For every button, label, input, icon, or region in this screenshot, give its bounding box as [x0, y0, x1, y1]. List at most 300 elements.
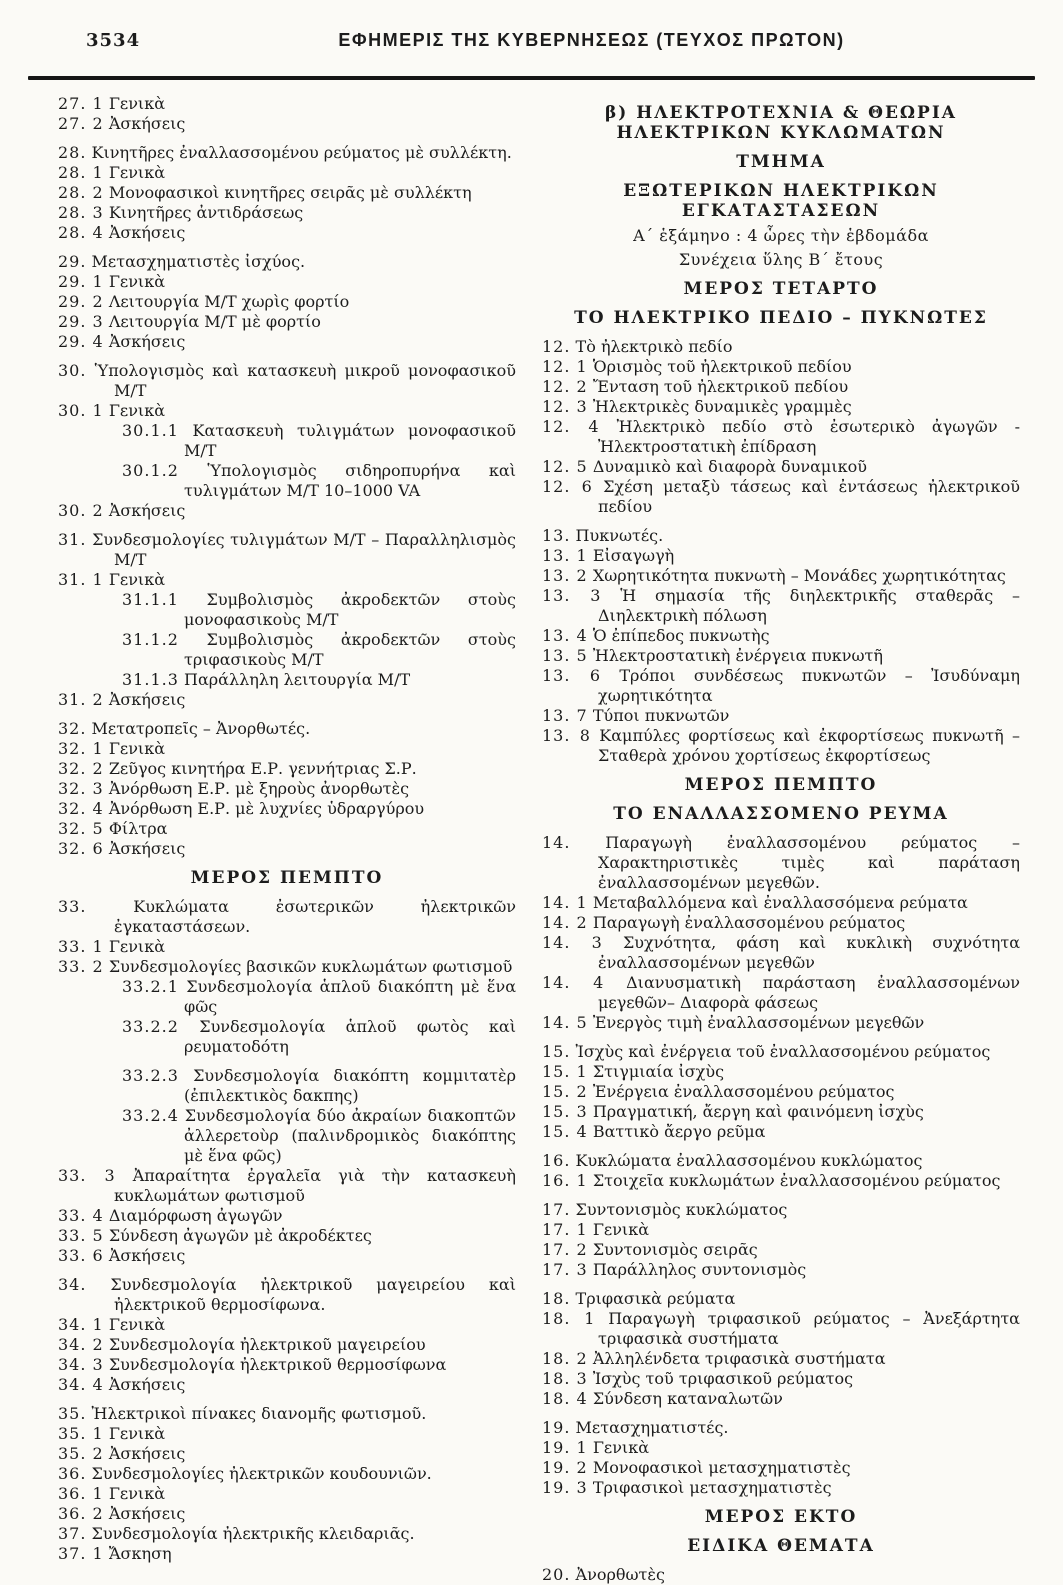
- toc-entry: [122, 977, 516, 1017]
- entry-number: 13. 1: [542, 546, 588, 565]
- toc-entry: [58, 530, 516, 570]
- entry-text: Γενικὰ: [108, 1484, 166, 1503]
- entry-text: Παραγωγὴ τριφασικοῦ ρεύματος – Ἀνεξάρτητα τριφασικὰ συστήματα: [598, 1309, 1020, 1348]
- entry-text: Γενικὰ: [108, 163, 166, 182]
- entry-text: Φίλτρα: [108, 819, 168, 838]
- entry-text: Ἀνόρθωση Ε.Ρ. μὲ ξηροὺς ἀνορθωτὲς: [108, 779, 410, 798]
- entry-text: Μονοφασικοὶ μετασχηματιστὲς: [592, 1458, 851, 1477]
- entry-number: 14.: [542, 833, 571, 852]
- toc-entry: [58, 223, 516, 243]
- toc-entry: [542, 1565, 1020, 1585]
- toc-entry: [542, 546, 1020, 566]
- entry-text: Συνδεσμολογίες τυλιγμάτων Μ/Τ – Παραλληλισμὸς Μ/Τ: [92, 530, 516, 569]
- entry-text: Τὸ ἠλεκτρικὸ πεδίο: [575, 337, 733, 356]
- entry-text: Ἀπαραίτητα ἐργαλεῖα γιὰ τὴν κατασκευὴ κυκλωμάτων φωτισμοῦ: [114, 1166, 516, 1205]
- toc-entry: [58, 94, 516, 114]
- entry-text: Συνδεσμολογίες βασικῶν κυκλωμάτων φωτισμοῦ: [108, 957, 513, 976]
- entry-text: Γενικὰ: [592, 1438, 650, 1457]
- entry-text: Κινητῆρες ἀντιδράσεως: [108, 203, 304, 222]
- toc-entry: [542, 1122, 1020, 1142]
- entry-number: 28. 3: [58, 203, 104, 222]
- entry-text: Βαττικὸ ἄεργο ρεῦμα: [592, 1122, 766, 1141]
- entry-text: Ἀσκήσεις: [108, 332, 186, 351]
- entry-number: 14. 3: [542, 933, 603, 952]
- toc-entry: [58, 203, 516, 223]
- toc-entry: [122, 670, 516, 690]
- section-heading: ΜΕΡΟΣ ΠΕΜΠΤΟ: [190, 868, 384, 888]
- entry-number: 34. 1: [58, 1315, 104, 1334]
- entry-number: 14. 5: [542, 1013, 588, 1032]
- entry-text: Γενικὰ: [108, 1315, 166, 1334]
- toc-entry: [58, 690, 516, 710]
- entry-number: 31.1.1: [122, 590, 179, 609]
- page-title: ΕΦΗΜΕΡΙΣ ΤΗΣ ΚΥΒΕΡΝΗΣΕΩΣ (ΤΕΥΧΟΣ ΠΡΩΤΟΝ): [338, 30, 845, 50]
- section-heading: β) ΗΛΕΚΤΡΟΤΕΧΝΙΑ & ΘΕΩΡΙΑ ΗΛΕΚΤΡΙΚΩΝ ΚΥΚΛΩΜΑΤΩΝ: [605, 103, 957, 143]
- toc-entry: [122, 1017, 516, 1057]
- entry-text: Συνδεσμολογία ἠλεκτρικοῦ θερμοσίφωνα: [108, 1355, 447, 1374]
- toc-entry: [58, 1275, 516, 1315]
- entry-number: 12. 2: [542, 377, 588, 396]
- entry-text: Ἠλεκτρικὲς δυναμικὲς γραμμὲς: [592, 397, 852, 416]
- left-column: [58, 94, 516, 1585]
- entry-text: Λειτουργία Μ/Τ μὲ φορτίο: [108, 312, 321, 331]
- entry-text: Χωρητικότητα πυκνωτὴ – Μονάδες χωρητικότητας: [592, 566, 1006, 585]
- toc-entry: [58, 739, 516, 759]
- entry-text: Συμβολισμὸς ἀκροδεκτῶν στοὺς τριφασικοὺς Μ/Τ: [184, 630, 516, 669]
- entry-number: 34. 4: [58, 1375, 104, 1394]
- entry-text: Γενικὰ: [592, 1220, 650, 1239]
- toc-entry: [542, 586, 1020, 626]
- entry-number: 19. 3: [542, 1478, 588, 1497]
- entry-number: 27. 2: [58, 114, 104, 133]
- entry-text: Μεταβαλλόμενα καὶ ἐναλλασσόμενα ρεύματα: [592, 893, 968, 912]
- entry-text: Συνδεσμολογία ἠλεκτρικοῦ μαγειρείου καὶ ἠλεκτρικοῦ θερμοσίφωνα.: [110, 1275, 516, 1314]
- entry-text: Ἰσχὺς καὶ ἐνέργεια τοῦ ἐναλλασσομένου ρεύματος: [575, 1042, 991, 1061]
- entry-text: Γενικὰ: [108, 401, 166, 420]
- entry-number: 17. 1: [542, 1220, 588, 1239]
- entry-number: 13. 8: [542, 726, 591, 745]
- toc-entry: [542, 833, 1020, 893]
- toc-entry: [58, 1484, 516, 1504]
- toc-entry: [58, 252, 516, 272]
- toc-entry: [58, 143, 516, 163]
- entry-text: Γενικὰ: [108, 94, 166, 113]
- entry-text: Ἀνόρθωση Ε.Ρ. μὲ λυχνίες ὑδραργύρου: [108, 799, 425, 818]
- section-heading: ΕΙΔΙΚΑ ΘΕΜΑΤΑ: [687, 1536, 875, 1556]
- entry-number: 33. 1: [58, 937, 104, 956]
- entry-text: Κατασκευὴ τυλιγμάτων μονοφασικοῦ Μ/Τ: [184, 421, 516, 460]
- entry-number: 28. 2: [58, 183, 104, 202]
- toc-entry: [58, 839, 516, 859]
- toc-entry: [542, 1418, 1020, 1438]
- entry-text: Ἀσκήσεις: [108, 223, 186, 242]
- entry-number: 35. 2: [58, 1444, 104, 1463]
- entry-number: 33.2.2: [122, 1017, 179, 1036]
- entry-text: Ἀνορθωτὲς: [575, 1565, 665, 1584]
- entry-number: 17. 3: [542, 1260, 588, 1279]
- toc-entry: [58, 1524, 516, 1544]
- entry-text: Διαμόρφωση ἀγωγῶν: [108, 1206, 283, 1225]
- toc-entry: [58, 292, 516, 312]
- entry-number: 33. 3: [58, 1166, 116, 1185]
- entry-text: Ἀσκήσεις: [108, 839, 186, 858]
- entry-text: Γενικὰ: [108, 570, 166, 589]
- entry-number: 30.1.2: [122, 461, 179, 480]
- section-heading: ΤΟ ΕΝΑΛΛΑΣΣΟΜΕΝΟ ΡΕΥΜΑ: [613, 804, 949, 824]
- entry-text: Καμπύλες φορτίσεως καὶ ἐκφορτίσεως πυκνωτῆ – Σταθερὰ χρόνου χορτίσεως ἐκφορτίσεως: [598, 726, 1020, 765]
- entry-number: 32. 6: [58, 839, 104, 858]
- entry-text: Συχνότητα, φάση καὶ κυκλικὴ συχνότητα ἐναλλασσομένων μεγεθῶν: [598, 933, 1021, 972]
- toc-entry: [542, 933, 1020, 973]
- entry-number: 37. 1: [58, 1544, 104, 1563]
- entry-text: Μετασχηματιστές.: [575, 1418, 729, 1437]
- entry-text: Ζεῦγος κινητήρα Ε.Ρ. γεννήτριας Σ.Ρ.: [108, 759, 417, 778]
- toc-entry: [542, 1240, 1020, 1260]
- toc-entry: [58, 570, 516, 590]
- toc-entry: [58, 332, 516, 352]
- toc-entry: [58, 361, 516, 401]
- toc-entry: [58, 1166, 516, 1206]
- entry-number: 32.: [58, 719, 87, 738]
- toc-entry: [58, 1504, 516, 1524]
- entry-number: 13. 2: [542, 566, 588, 585]
- entry-text: Ἰσχὺς τοῦ τριφασικοῦ ρεύματος: [592, 1369, 854, 1388]
- toc-entry: [542, 1458, 1020, 1478]
- entry-number: 18. 1: [542, 1309, 596, 1328]
- entry-number: 13. 6: [542, 666, 601, 685]
- toc-entry: [542, 1349, 1020, 1369]
- toc-entry: [542, 1220, 1020, 1240]
- entry-text: Ἔνταση τοῦ ἠλεκτρικοῦ πεδίου: [592, 377, 849, 396]
- entry-number: 29. 4: [58, 332, 104, 351]
- entry-text: Στοιχεῖα κυκλωμάτων ἐναλλασσομένου ρεύματος: [592, 1171, 1001, 1190]
- entry-text: Σύνδεση καταναλωτῶν: [592, 1389, 783, 1408]
- entry-text: Συντονισμὸς κυκλώματος: [575, 1200, 788, 1219]
- right-column: [542, 94, 1020, 1585]
- entry-number: 12. 1: [542, 357, 588, 376]
- entry-number: 12. 5: [542, 457, 588, 476]
- entry-number: 36.: [58, 1464, 87, 1483]
- toc-entry: [542, 526, 1020, 546]
- toc-entry: [122, 421, 516, 461]
- entry-number: 15. 4: [542, 1122, 588, 1141]
- entry-number: 35.: [58, 1404, 87, 1423]
- toc-entry: [542, 1171, 1020, 1191]
- entry-number: 33. 6: [58, 1246, 104, 1265]
- entry-text: Ἡ σημασία τῆς διηλεκτρικῆς σταθερᾶς – Διηλεκτρικὴ πόλωση: [598, 586, 1021, 625]
- toc-entry: [542, 913, 1020, 933]
- toc-entry: [542, 1289, 1020, 1309]
- entry-number: 16. 1: [542, 1171, 588, 1190]
- entry-number: 15. 2: [542, 1082, 588, 1101]
- toc-entry: [542, 397, 1020, 417]
- entry-number: 18. 3: [542, 1369, 588, 1388]
- entry-text: Ἠλεκτροστατικὴ ἐνέργεια πυκνωτῆ: [592, 646, 883, 665]
- toc-entry: [58, 1206, 516, 1226]
- entry-number: 14. 4: [542, 973, 605, 992]
- toc-entry: [542, 1389, 1020, 1409]
- entry-number: 13.: [542, 526, 571, 545]
- toc-entry: [542, 1013, 1020, 1033]
- section-heading: ΜΕΡΟΣ ΤΕΤΑΡΤΟ: [683, 279, 879, 299]
- toc-entry: [542, 377, 1020, 397]
- toc-entry: [542, 357, 1020, 377]
- entry-text: Μετατροπεῖς – Ἀνορθωτές.: [91, 719, 311, 738]
- entry-text: Ἀσκήσεις: [108, 1444, 186, 1463]
- entry-number: 32. 3: [58, 779, 104, 798]
- entry-number: 33.2.1: [122, 977, 179, 996]
- toc-entry: [542, 706, 1020, 726]
- toc-entry: [542, 666, 1020, 706]
- toc-entry: [542, 566, 1020, 586]
- toc-entry: [122, 630, 516, 670]
- entry-number: 36. 1: [58, 1484, 104, 1503]
- toc-entry: [122, 1106, 516, 1166]
- toc-entry: [58, 1226, 516, 1246]
- toc-entry: [542, 893, 1020, 913]
- entry-number: 32. 4: [58, 799, 104, 818]
- entry-number: 30. 2: [58, 501, 104, 520]
- toc-entry: [542, 626, 1020, 646]
- entry-number: 29. 2: [58, 292, 104, 311]
- toc-entry: [542, 1438, 1020, 1458]
- entry-number: 34.: [58, 1275, 87, 1294]
- toc-entry: [58, 1335, 516, 1355]
- entry-number: 12.: [542, 337, 571, 356]
- entry-text: Παραγωγὴ ἐναλλασσομένου ρεύματος – Χαρακτηριστικὲς τιμὲς καὶ παράταση ἐναλλασσομένων μεγεθῶν.: [598, 833, 1020, 892]
- entry-text: Ὑπολογισμὸς σιδηροπυρήνα καὶ τυλιγμάτων Μ/Τ 10–1000 VA: [184, 461, 516, 500]
- entry-number: 17.: [542, 1200, 571, 1219]
- entry-number: 34. 3: [58, 1355, 104, 1374]
- entry-number: 33. 2: [58, 957, 104, 976]
- toc-entry: [542, 1102, 1020, 1122]
- entry-text: Ἀσκήσεις: [108, 690, 186, 709]
- entry-number: 32. 1: [58, 739, 104, 758]
- toc-entry: [58, 759, 516, 779]
- entry-text: Ἐνεργὸς τιμὴ ἐναλλασσομένων μεγεθῶν: [592, 1013, 925, 1032]
- entry-text: Παράλληλος συντονισμὸς: [592, 1260, 807, 1279]
- toc-entry: [58, 501, 516, 521]
- entry-number: 31.1.2: [122, 630, 179, 649]
- section-heading: ΤΜΗΜΑ: [736, 152, 826, 172]
- entry-text: Ὁρισμὸς τοῦ ἠλεκτρικοῦ πεδίου: [592, 357, 852, 376]
- entry-number: 36. 2: [58, 1504, 104, 1523]
- toc-entry: [58, 272, 516, 292]
- entry-text: Ἀσκήσεις: [108, 1504, 186, 1523]
- toc-entry: [58, 114, 516, 134]
- entry-number: 12. 6: [542, 477, 593, 496]
- toc-entry: [58, 401, 516, 421]
- entry-text: Μετασχηματιστὲς ἰσχύος.: [91, 252, 306, 271]
- toc-entry: [122, 1066, 516, 1106]
- entry-number: 19. 2: [542, 1458, 588, 1477]
- entry-text: Κυκλώματα ἐναλλασσομένου κυκλώματος: [575, 1151, 923, 1170]
- entry-number: 19.: [542, 1418, 571, 1437]
- toc-entry: [58, 719, 516, 739]
- toc-entry: [542, 1042, 1020, 1062]
- page-number: 3534: [86, 30, 141, 51]
- entry-text: Δυναμικὸ καὶ διαφορὰ δυναμικοῦ: [592, 457, 867, 476]
- toc-entry: [542, 973, 1020, 1013]
- entry-text: Ἄσκηση: [108, 1544, 172, 1563]
- entry-text: Μονοφασικοὶ κινητῆρες σειρᾶς μὲ συλλέκτη: [108, 183, 472, 202]
- entry-number: 29. 3: [58, 312, 104, 331]
- toc-entry: [542, 457, 1020, 477]
- toc-entry: [542, 1151, 1020, 1171]
- entry-number: 13. 3: [542, 586, 602, 605]
- entry-text: Ἀσκήσεις: [108, 1375, 186, 1394]
- entry-text: Ἀσκήσεις: [108, 501, 186, 520]
- section-subheading: Συνέχεια ὕλης Β΄ ἔτους: [678, 250, 884, 269]
- entry-text: Ὑπολογισμὸς καὶ κατασκευὴ μικροῦ μονοφασικοῦ Μ/Τ: [94, 361, 517, 400]
- entry-text: Συνδεσμολογία ἁπλοῦ διακόπτη μὲ ἕνα φῶς: [184, 977, 516, 1016]
- entry-number: 17. 2: [542, 1240, 588, 1259]
- entry-text: Γενικὰ: [108, 937, 166, 956]
- entry-text: Παράλληλη λειτουργία Μ/Τ: [183, 670, 411, 689]
- entry-text: Ἀσκήσεις: [108, 1246, 186, 1265]
- entry-text: Συνδεσμολογία δύο ἀκραίων διακοπτῶν ἀλλερετοὺρ (παλινδρομικὸς διακόπτης μὲ ἕνα φῶς): [184, 1106, 516, 1165]
- entry-number: 13. 7: [542, 706, 588, 725]
- toc-entry: [58, 1544, 516, 1564]
- entry-text: Πυκνωτές.: [575, 526, 664, 545]
- entry-number: 33. 5: [58, 1226, 104, 1245]
- toc-entry: [58, 1246, 516, 1266]
- entry-number: 27. 1: [58, 94, 104, 113]
- toc-entry: [542, 1309, 1020, 1349]
- entry-text: Τύποι πυκνωτῶν: [592, 706, 730, 725]
- entry-number: 28.: [58, 143, 87, 162]
- entry-number: 31.: [58, 530, 87, 549]
- entry-number: 28. 4: [58, 223, 104, 242]
- toc-entry: [542, 1062, 1020, 1082]
- entry-number: 28. 1: [58, 163, 104, 182]
- entry-text: Ἀσκήσεις: [108, 114, 186, 133]
- toc-entry: [542, 337, 1020, 357]
- section-heading: ΤΟ ΗΛΕΚΤΡΙΚΟ ΠΕΔΙΟ – ΠΥΚΝΩΤΕΣ: [574, 308, 988, 328]
- toc-entry: [542, 1369, 1020, 1389]
- toc-entry: [542, 1082, 1020, 1102]
- entry-number: 33.2.3: [122, 1066, 179, 1085]
- entry-number: 14. 1: [542, 893, 588, 912]
- toc-entry: [542, 417, 1020, 457]
- entry-text: Σύνδεση ἀγωγῶν μὲ ἀκροδέκτες: [108, 1226, 372, 1245]
- entry-number: 33.: [58, 897, 87, 916]
- entry-number: 15. 3: [542, 1102, 588, 1121]
- entry-text: Ὁ ἐπίπεδος πυκνωτὴς: [592, 626, 770, 645]
- toc-columns: [0, 80, 1063, 1585]
- toc-entry: [58, 819, 516, 839]
- toc-entry: [58, 1375, 516, 1395]
- entry-number: 31. 1: [58, 570, 104, 589]
- toc-entry: [58, 1315, 516, 1335]
- entry-number: 37.: [58, 1524, 87, 1543]
- section-heading: ΕΞΩΤΕΡΙΚΩΝ ΗΛΕΚΤΡΙΚΩΝ ΕΓΚΑΤΑΣΤΑΣΕΩΝ: [623, 181, 939, 221]
- entry-number: 30.: [58, 361, 87, 380]
- entry-number: 33. 4: [58, 1206, 104, 1225]
- entry-number: 29.: [58, 252, 87, 271]
- entry-number: 19. 1: [542, 1438, 588, 1457]
- entry-number: 15.: [542, 1042, 571, 1061]
- toc-entry: [58, 1355, 516, 1375]
- entry-text: Συνδεσμολογία διακόπτη κομμιτατὲρ (ἐπιλεκτικὸς δακπης): [184, 1066, 516, 1105]
- entry-text: Γενικὰ: [108, 272, 166, 291]
- toc-entry: [58, 957, 516, 977]
- section-heading: ΜΕΡΟΣ ΠΕΜΠΤΟ: [684, 775, 878, 795]
- toc-entry: [58, 183, 516, 203]
- toc-entry: [542, 1200, 1020, 1220]
- toc-entry: [58, 312, 516, 332]
- entry-number: 31. 2: [58, 690, 104, 709]
- toc-entry: [58, 779, 516, 799]
- toc-entry: [58, 1424, 516, 1444]
- entry-text: Λειτουργία Μ/Τ χωρὶς φορτίο: [108, 292, 350, 311]
- entry-number: 32. 5: [58, 819, 104, 838]
- section-heading: ΜΕΡΟΣ ΕΚΤΟ: [704, 1507, 858, 1527]
- entry-text: Σχέση μεταξὺ τάσεως καὶ ἐντάσεως ἠλεκτρικοῦ πεδίου: [598, 477, 1020, 516]
- entry-text: Τρόποι συνδέσεως πυκνωτῶν – Ἰσυδύναμη χωρητικότητα: [598, 666, 1020, 705]
- toc-entry: [542, 1478, 1020, 1498]
- entry-text: Γενικὰ: [108, 1424, 166, 1443]
- entry-number: 33.2.4: [122, 1106, 179, 1125]
- entry-number: 18. 2: [542, 1349, 588, 1368]
- toc-entry: [58, 1444, 516, 1464]
- entry-text: Τριφασικὰ ρεύματα: [575, 1289, 736, 1308]
- entry-number: 13. 5: [542, 646, 588, 665]
- entry-text: Συνδεσμολογία ἠλεκτρικῆς κλειδαριᾶς.: [91, 1524, 415, 1543]
- entry-text: Στιγμιαία ἰσχὺς: [592, 1062, 725, 1081]
- entry-text: Ἐνέργεια ἐναλλασσομένου ρεύματος: [592, 1082, 895, 1101]
- toc-entry: [58, 937, 516, 957]
- entry-number: 34. 2: [58, 1335, 104, 1354]
- entry-number: 20.: [542, 1565, 571, 1584]
- entry-text: Ἠλεκτρικὸ πεδίο στὸ ἐσωτερικὸ ἀγωγῶν - Ἠλεκτροστατικὴ ἐπίδραση: [598, 417, 1020, 456]
- entry-number: 35. 1: [58, 1424, 104, 1443]
- entry-text: Γενικὰ: [108, 739, 166, 758]
- section-subheading: Α΄ ἑξάμηνο : 4 ὧρες τὴν ἑβδομάδα: [633, 226, 929, 245]
- entry-number: 12. 4: [542, 417, 600, 436]
- toc-entry: [58, 163, 516, 183]
- toc-entry: [542, 726, 1020, 766]
- entry-text: Συνδεσμολογία ἁπλοῦ φωτὸς καὶ ρευματοδότη: [184, 1017, 517, 1056]
- entry-text: Ἠλεκτρικοὶ πίνακες διανομῆς φωτισμοῦ.: [91, 1404, 427, 1423]
- toc-entry: [122, 590, 516, 630]
- toc-entry: [542, 1260, 1020, 1280]
- entry-text: Εἰσαγωγὴ: [592, 546, 675, 565]
- toc-entry: [542, 477, 1020, 517]
- entry-number: 30.1.1: [122, 421, 179, 440]
- toc-entry: [58, 1404, 516, 1424]
- entry-text: Ἀλληλένδετα τριφασικὰ συστήματα: [592, 1349, 886, 1368]
- entry-text: Συνδεσμολογίες ἠλεκτρικῶν κουδουνιῶν.: [91, 1464, 432, 1483]
- toc-entry: [542, 646, 1020, 666]
- entry-number: 13. 4: [542, 626, 588, 645]
- entry-number: 14. 2: [542, 913, 588, 932]
- toc-entry: [58, 1464, 516, 1484]
- entry-text: Παραγωγὴ ἐναλλασσομένου ρεύματος: [592, 913, 906, 932]
- entry-number: 31.1.3: [122, 670, 179, 689]
- entry-number: 29. 1: [58, 272, 104, 291]
- entry-number: 30. 1: [58, 401, 104, 420]
- entry-number: 12. 3: [542, 397, 588, 416]
- entry-number: 15. 1: [542, 1062, 588, 1081]
- entry-text: Πραγματική, ἄεργη καὶ φαινόμενη ἰσχὺς: [592, 1102, 924, 1121]
- toc-entry: [58, 897, 516, 937]
- toc-entry: [58, 799, 516, 819]
- entry-number: 32. 2: [58, 759, 104, 778]
- entry-text: Συμβολισμὸς ἀκροδεκτῶν στοὺς μονοφασικοὺς Μ/Τ: [184, 590, 516, 629]
- entry-text: Κινητῆρες ἐναλλασσομένου ρεύματος μὲ συλλέκτη.: [91, 143, 512, 162]
- entry-number: 16.: [542, 1151, 571, 1170]
